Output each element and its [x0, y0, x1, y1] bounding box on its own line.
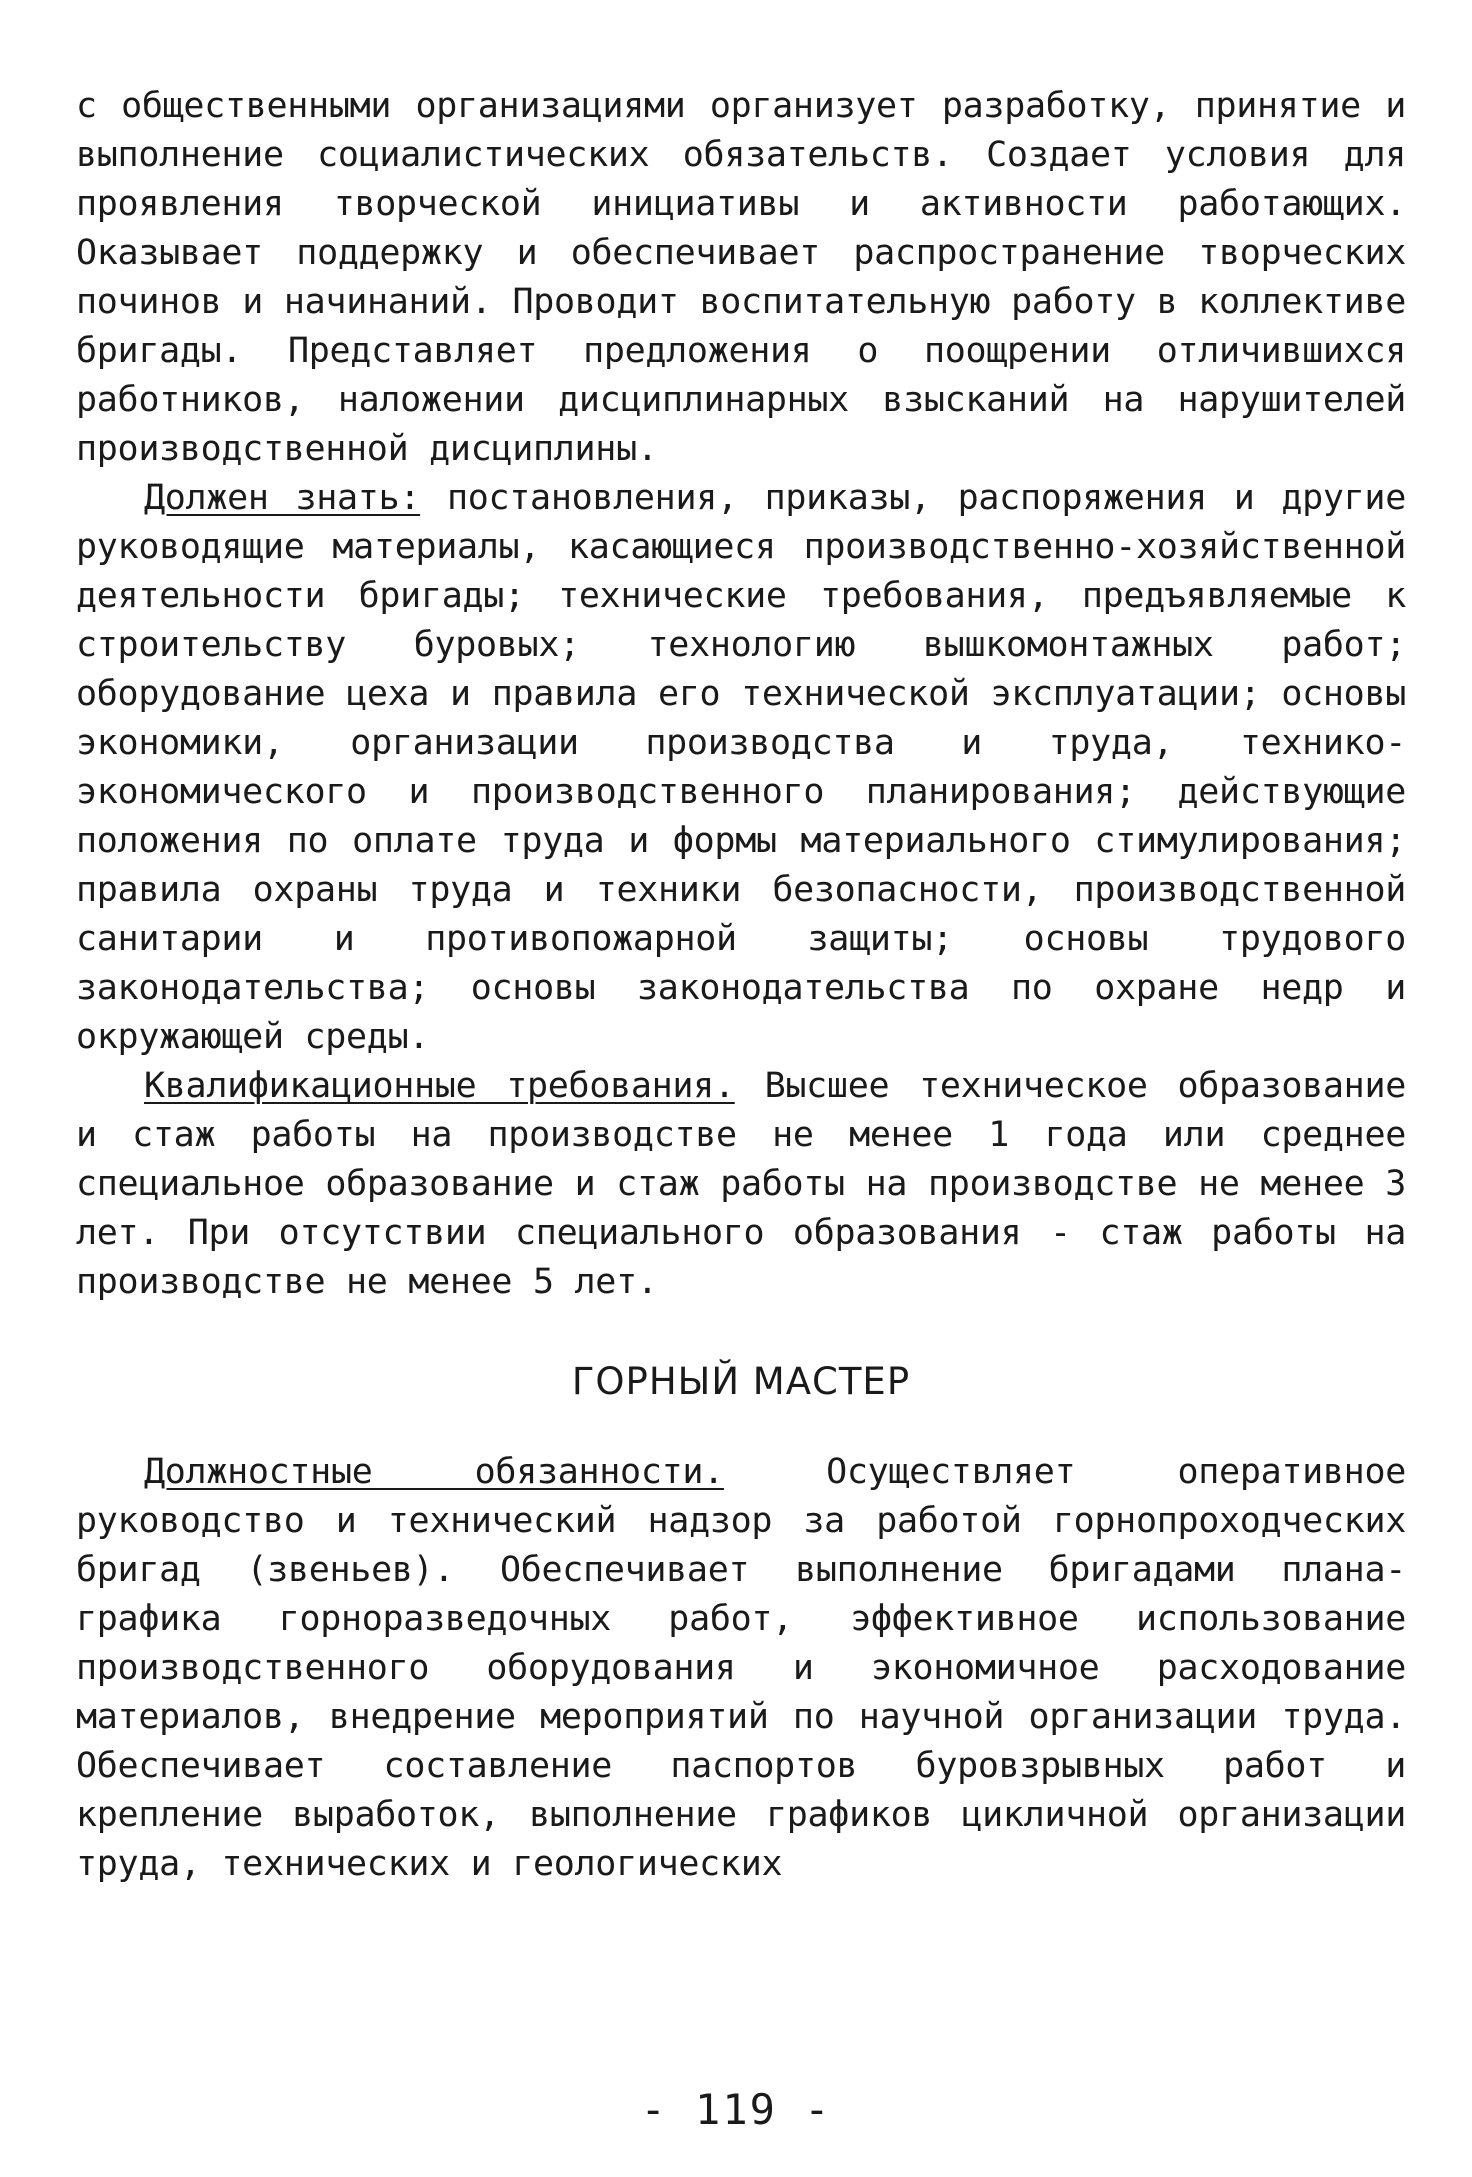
paragraph-continuation: с общественными организациями организует разработку, принятие и выполнение социалистических обязательств. Создает условия для проявления творческой инициативы и активности работающих. Оказывает поддержку и обеспечивает распространение творческих починов и начинаний. Проводит воспитательную работу в коллективе бригады. Представляет предложения о поощрении отличившихся работников, наложении дисциплинарных взысканий на нарушителей производственной дисциплины. — [76, 86, 1406, 469]
paragraph-duties — [76, 1448, 1406, 1889]
label-qualification: Квалификационные требования. — [144, 1066, 735, 1106]
page-content — [76, 82, 1406, 1889]
paragraph-qualification — [76, 1062, 1406, 1307]
label-must-know: Должен знать: — [144, 478, 421, 518]
label-duties: Должностные обязанности. — [144, 1452, 724, 1492]
page-number: - 119 - — [640, 2085, 832, 2134]
text-must-know: постановления, приказы, распоряжения и другие руководящие материалы, касающиеся производственно-хозяйственной деятельности бригады; технические требования, предъявляемые к строительству буровых; технологию вышкомонтажных работ; оборудование цеха и правила его технической эксплуатации; основы экономики, организации производства и труда, технико-экономического и производственного планирования; действующие положения по оплате труда и формы материального стимулирования; правила охраны труда и техники безопасности, производственной санитарии и противопожарной защиты; основы трудового законодательства; основы законодательства по охране недр и окружающей среды. — [76, 478, 1406, 1057]
text-duties: Осуществляет оперативное руководство и технический надзор за работой горнопроходческих бригад (звеньев). Обеспечивает выполнение бригадами плана-графика горноразведочных работ, эффективное использование производственного оборудования и экономичное расходование материалов, внедрение мероприятий по научной организации труда. Обеспечивает составление паспортов буровзрывных работ и крепление выработок, выполнение графиков цикличной организации труда, технических и геологических — [76, 1452, 1406, 1884]
paragraph-must-know — [76, 474, 1406, 1062]
text-qualification: Высшее техническое образование и стаж работы на производстве не менее 1 года или среднее специальное образование и стаж работы на производстве не менее 3 лет. При отсутствии специального образования - стаж работы на производстве не менее 5 лет. — [76, 1066, 1406, 1302]
section-heading: ГОРНЫЙ МАСТЕР — [571, 1360, 911, 1403]
